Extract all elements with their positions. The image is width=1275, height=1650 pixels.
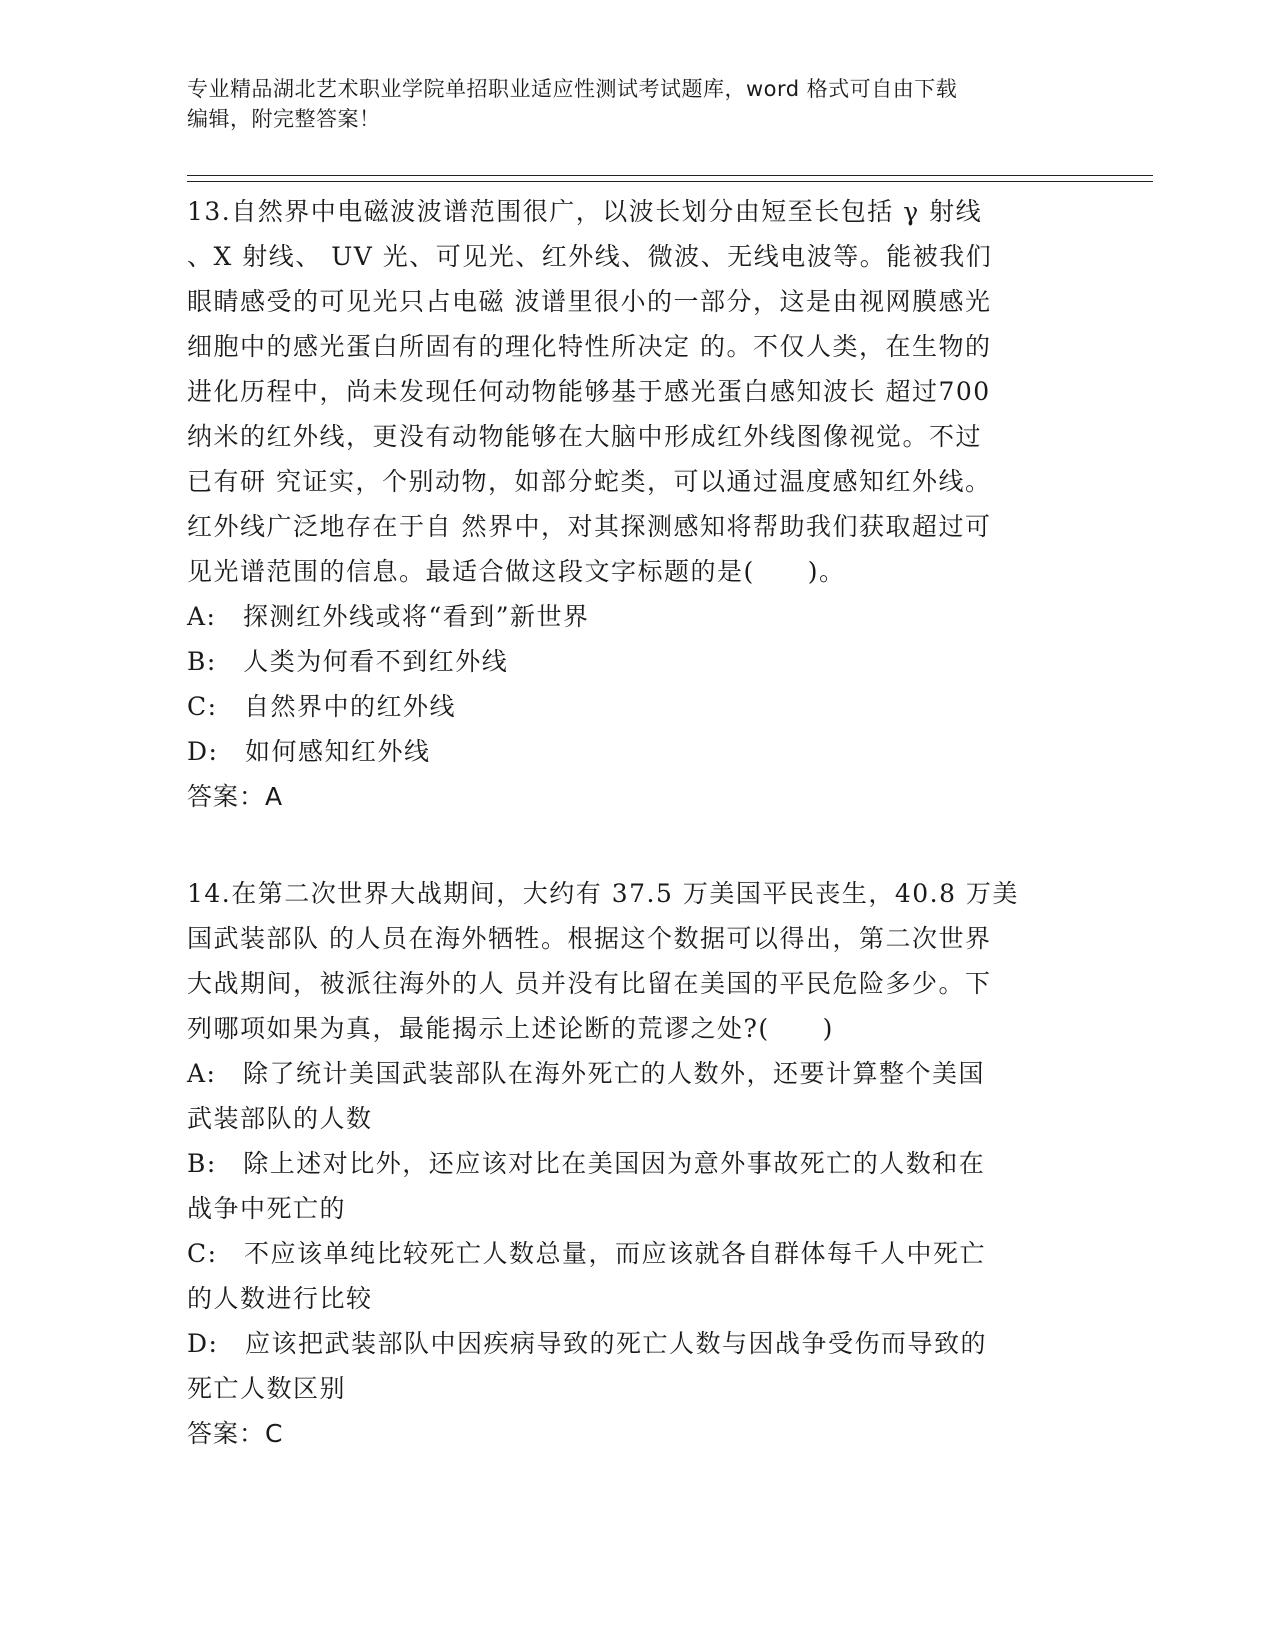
option-a-continued: 武装部队的人数 xyxy=(187,1104,373,1133)
question-text-line: 纳米的红外线，更没有动物能够在大脑中形成红外线图像视觉。不过 xyxy=(187,422,983,451)
option-c: C: 自然界中的红外线 xyxy=(187,692,457,721)
option-b: B: 人类为何看不到红外线 xyxy=(187,647,509,676)
option-d-continued: 死亡人数区别 xyxy=(187,1374,347,1403)
header-line-1: 专业精品湖北艺术职业学院单招职业适应性测试考试题库，word 格式可自由下载 xyxy=(187,77,958,101)
option-d: D: 如何感知红外线 xyxy=(187,737,431,766)
header-line-2: 编辑，附完整答案！ xyxy=(187,107,381,131)
option-d: D: 应该把武装部队中因疾病导致的死亡人数与因战争受伤而导致的 xyxy=(187,1329,987,1358)
option-a: A: 除了统计美国武装部队在海外死亡的人数外，还要计算整个美国 xyxy=(187,1059,985,1088)
option-a: A: 探测红外线或将“看到”新世界 xyxy=(187,602,590,631)
question-text-line: 大战期间，被派往海外的人 员并没有比留在美国的平民危险多少。下 xyxy=(187,969,992,998)
question-text-line: 国武装部队 的人员在海外牺牲。根据这个数据可以得出，第二次世界 xyxy=(187,924,992,953)
header-rule-top xyxy=(187,175,1153,176)
option-b-continued: 战争中死亡的 xyxy=(187,1194,347,1223)
question-text-line: 红外线广泛地存在于自 然界中，对其探测感知将帮助我们获取超过可 xyxy=(187,512,992,541)
question-13 xyxy=(187,189,1087,819)
question-text-line: 、X 射线、 UV 光、可见光、红外线、微波、无线电波等。能被我们 xyxy=(187,242,993,271)
question-text-line: 见光谱范围的信息。最适合做这段文字标题的是( )。 xyxy=(187,557,846,586)
question-14 xyxy=(187,871,1087,1456)
question-text-line: 已有研 究证实，个别动物，如部分蛇类，可以通过温度感知红外线。 xyxy=(187,467,992,496)
answer-label: 答案：C xyxy=(187,1419,284,1448)
question-text-line: 眼睛感受的可见光只占电磁 波谱里很小的一部分，这是由视网膜感光 xyxy=(187,287,992,316)
header-rule-bottom xyxy=(187,181,1153,182)
question-text-line: 列哪项如果为真，最能揭示上述论断的荒谬之处?( ) xyxy=(187,1014,834,1043)
question-text-line: 14.在第二次世界大战期间，大约有 37.5 万美国平民丧生，40.8 万美 xyxy=(187,879,1019,908)
question-text-line: 细胞中的感光蛋白所固有的理化特性所决定 的。不仅人类，在生物的 xyxy=(187,332,992,361)
answer-label: 答案：A xyxy=(187,782,284,811)
option-c: C: 不应该单纯比较死亡人数总量，而应该就各自群体每千人中死亡 xyxy=(187,1239,987,1268)
question-text-line: 13.自然界中电磁波波谱范围很广，以波长划分由短至长包括 γ 射线 xyxy=(187,197,983,226)
document-header xyxy=(187,74,1067,134)
option-b: B: 除上述对比外，还应该对比在美国因为意外事故死亡的人数和在 xyxy=(187,1149,986,1178)
option-c-continued: 的人数进行比较 xyxy=(187,1284,373,1313)
question-text-line: 进化历程中，尚未发现任何动物能够基于感光蛋白感知波长 超过700 xyxy=(187,377,991,406)
